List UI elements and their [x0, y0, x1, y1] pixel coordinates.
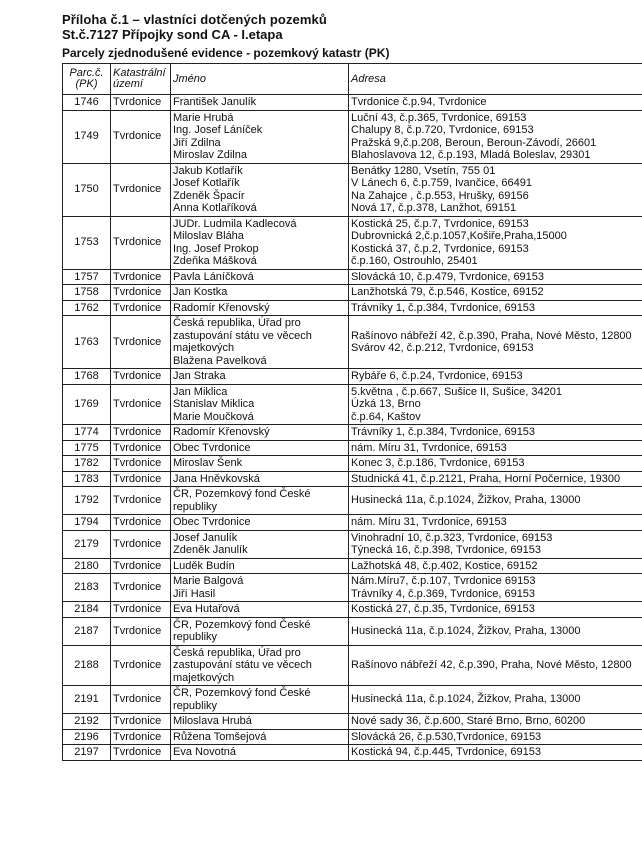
owner-names-cell: [171, 300, 349, 316]
owner-addresses-cell: [349, 617, 642, 645]
owner-addresses-cell: [349, 471, 642, 487]
owner-address: Husinecká 11a, č.p.1024, Žižkov, Praha, 13000: [351, 624, 581, 637]
owner-names-cell: [171, 384, 349, 425]
cadastre-cell: Tvrdonice: [111, 487, 171, 515]
owner-name: republiky: [173, 631, 218, 643]
owner-names-cell: [171, 369, 349, 385]
parcel-number-cell: 2197: [63, 745, 111, 761]
owner-addresses-cell: [349, 645, 642, 686]
parcel-number-cell: 1768: [63, 369, 111, 385]
table-row: [63, 617, 642, 645]
owner-name: Eva Novotná: [173, 746, 236, 758]
owner-address: Vinohradní 10, č.p.323, Tvrdonice, 69153: [351, 531, 553, 544]
owner-names-cell: [171, 110, 349, 163]
table-row: [63, 745, 642, 761]
owner-names-cell: [171, 617, 349, 645]
cadastre-cell: Tvrdonice: [111, 729, 171, 745]
owner-name: František Janulík: [173, 96, 257, 108]
owner-address: Týnecká 16, č.p.398, Tvrdonice, 69153: [351, 544, 541, 556]
owner-address: Studnická 41, č.p.2121, Praha, Horní Počernice, 19300: [351, 472, 621, 485]
owner-addresses-cell: [349, 285, 642, 301]
owner-name: Miloslava Hrubá: [173, 715, 252, 727]
table-body: [63, 95, 642, 761]
table-row: [63, 530, 642, 558]
owner-addresses-cell: [349, 384, 642, 425]
cadastre-cell: Tvrdonice: [111, 471, 171, 487]
owner-name: republiky: [173, 699, 218, 712]
owner-names-cell: [171, 487, 349, 515]
cadastre-cell: Tvrdonice: [111, 110, 171, 163]
table-row: [63, 515, 642, 531]
parcel-number-cell: 2188: [63, 645, 111, 686]
owner-address: Chalupy 8, č.p.720, Tvrdonice, 69153: [351, 124, 534, 136]
table-row: [63, 425, 642, 441]
parcel-number-cell: 1750: [63, 163, 111, 216]
owner-name: zastupování státu ve věcech: [173, 659, 312, 671]
table-row: [63, 384, 642, 425]
owner-address: Pražská 9,č.p.208, Beroun, Beroun-Závodí, 26601: [351, 136, 597, 149]
table-row: [63, 216, 642, 269]
parcel-number-cell: 2192: [63, 714, 111, 730]
parcel-number-cell: 2187: [63, 617, 111, 645]
owner-name: Eva Hutařová: [173, 603, 240, 615]
owner-address: Konec 3, č.p.186, Tvrdonice, 69153: [351, 457, 525, 469]
document-subtitle: St.č.7127 Přípojky sond CA - I.etapa: [62, 27, 283, 42]
owner-name: Marie Moučková: [173, 410, 254, 423]
cadastre-cell: Tvrdonice: [111, 95, 171, 111]
table-row: [63, 645, 642, 686]
owner-name: Ing. Josef Láníček: [173, 124, 263, 136]
owner-address: Lažhotská 48, č.p.402, Kostice, 69152: [351, 559, 538, 572]
owner-address: Blahoslavova 12, č.p.193, Mladá Boleslav, 29301: [351, 149, 591, 161]
cadastre-cell: Tvrdonice: [111, 300, 171, 316]
owner-address: Husinecká 11a, č.p.1024, Žižkov, Praha, 13000: [351, 494, 581, 507]
cadastre-cell: Tvrdonice: [111, 515, 171, 531]
owner-name: Marie Hrubá: [173, 111, 234, 124]
owner-names-cell: [171, 574, 349, 602]
table-row: [63, 95, 642, 111]
cadastre-cell: Tvrdonice: [111, 686, 171, 714]
owner-name: republiky: [173, 500, 218, 513]
parcel-number-cell: 1794: [63, 515, 111, 531]
owner-name: Jakub Kotlařík: [173, 164, 243, 177]
owner-name: Anna Kotlaříková: [173, 202, 257, 214]
parcel-number-cell: 2183: [63, 574, 111, 602]
owner-addresses-cell: [349, 440, 642, 456]
cadastre-cell: Tvrdonice: [111, 645, 171, 686]
cadastre-cell: Tvrdonice: [111, 316, 171, 369]
parcel-number-cell: 1775: [63, 440, 111, 456]
column-header-parcel: [63, 64, 111, 95]
owner-addresses-cell: [349, 729, 642, 745]
parcel-number-cell: 1749: [63, 110, 111, 163]
table-row: [63, 714, 642, 730]
cadastre-cell: Tvrdonice: [111, 440, 171, 456]
owner-name: Jiří Hasil: [173, 587, 216, 600]
owner-address: Svárov 42, č.p.212, Tvrdonice, 69153: [351, 342, 534, 354]
owner-addresses-cell: [349, 515, 642, 531]
owner-name: Jana Hněvkovská: [173, 472, 260, 485]
owner-address: Kostická 37, č.p.2, Tvrdonice, 69153: [351, 242, 529, 255]
cadastre-cell: Tvrdonice: [111, 216, 171, 269]
cadastre-cell: Tvrdonice: [111, 425, 171, 441]
owner-names-cell: [171, 285, 349, 301]
owner-name: Stanislav Miklica: [173, 398, 255, 410]
table-header-row: [63, 64, 642, 95]
owner-name: Jiří Zdilna: [173, 136, 221, 149]
parcel-number-cell: 1774: [63, 425, 111, 441]
owner-name: Miroslav Šenk: [173, 457, 243, 469]
table-row: [63, 558, 642, 574]
owner-names-cell: [171, 269, 349, 285]
owner-addresses-cell: [349, 163, 642, 216]
owner-names-cell: [171, 456, 349, 472]
cadastre-cell: Tvrdonice: [111, 285, 171, 301]
owner-address: Nová 17, č.p.378, Lanžhot, 69151: [351, 202, 517, 214]
owner-names-cell: [171, 602, 349, 618]
owner-name: majetkových: [173, 342, 235, 354]
table-row: [63, 574, 642, 602]
section-heading: Parcely zjednodušené evidence - pozemkový katastr (PK): [62, 46, 390, 60]
parcels-table: [62, 63, 642, 761]
owner-name: Miloslav Bláha: [173, 230, 244, 242]
owner-address: Nám.Míru7, č.p.107, Tvrdonice 69153: [351, 575, 536, 587]
column-header-parcel-line1: Parc.č.: [69, 67, 104, 79]
owner-name: Josef Kotlařík: [173, 177, 240, 189]
table-row: [63, 369, 642, 385]
owner-name: Blažena Pavelková: [173, 354, 267, 367]
owner-address: Kostická 27, č.p.35, Tvrdonice, 69153: [351, 603, 535, 615]
parcel-number-cell: 1763: [63, 316, 111, 369]
owner-address: Luční 43, č.p.365, Tvrdonice, 69153: [351, 111, 527, 124]
owner-address: Slovácká 26, č.p.530,Tvrdonice, 69153: [351, 730, 542, 743]
column-header-name: Jméno: [171, 64, 349, 95]
table-row: [63, 269, 642, 285]
cadastre-cell: Tvrdonice: [111, 456, 171, 472]
owner-addresses-cell: [349, 110, 642, 163]
parcel-number-cell: 2180: [63, 558, 111, 574]
parcel-number-cell: 1753: [63, 216, 111, 269]
owner-addresses-cell: [349, 558, 642, 574]
owner-name: majetkových: [173, 671, 235, 684]
table-row: [63, 602, 642, 618]
owner-names-cell: [171, 558, 349, 574]
cadastre-cell: Tvrdonice: [111, 369, 171, 385]
parcel-number-cell: 1782: [63, 456, 111, 472]
owner-name: Jan Straka: [173, 370, 226, 382]
owner-address: Lanžhotská 79, č.p.546, Kostice, 69152: [351, 286, 544, 298]
table-row: [63, 110, 642, 163]
owner-name: ČR, Pozemkový fond České: [173, 488, 311, 500]
owner-address: Rašínovo nábřeží 42, č.p.390, Praha, Nové Město, 12800: [351, 659, 632, 671]
owner-name: Jan Miklica: [173, 385, 228, 398]
parcel-number-cell: 2191: [63, 686, 111, 714]
cadastre-cell: Tvrdonice: [111, 530, 171, 558]
owner-address: č.p.64, Kaštov: [351, 410, 421, 423]
owner-addresses-cell: [349, 530, 642, 558]
owner-address: Tvrdonice č.p.94, Tvrdonice: [351, 96, 487, 108]
owner-address: Nové sady 36, č.p.600, Staré Brno, Brno, 60200: [351, 715, 586, 727]
owner-address: Na Zahajce , č.p.553, Hrušky, 69156: [351, 189, 529, 202]
owner-address: Trávníky 1, č.p.384, Tvrdonice, 69153: [351, 426, 536, 438]
parcel-number-cell: 1762: [63, 300, 111, 316]
owner-name: Obec Tvrdonice: [173, 441, 251, 454]
owner-names-cell: [171, 425, 349, 441]
owner-names-cell: [171, 316, 349, 369]
owner-name: Radomír Křenovský: [173, 426, 270, 438]
owner-address: Kostická 94, č.p.445, Tvrdonice, 69153: [351, 746, 541, 758]
parcel-number-cell: 2196: [63, 729, 111, 745]
owner-address: Rybáře 6, č.p.24, Tvrdonice, 69153: [351, 370, 523, 382]
table-row: [63, 316, 642, 369]
owner-address: Benátky 1280, Vsetín, 755 01: [351, 164, 496, 177]
owner-address: Slovácká 10, č.p.479, Tvrdonice, 69153: [351, 270, 545, 283]
cadastre-cell: Tvrdonice: [111, 602, 171, 618]
owner-address: Husinecká 11a, č.p.1024, Žižkov, Praha, 13000: [351, 693, 581, 706]
owner-name: ČR, Pozemkový fond České: [173, 687, 311, 699]
parcel-number-cell: 1783: [63, 471, 111, 487]
owner-name: Miroslav Zdilna: [173, 149, 247, 161]
owner-name: Růžena Tomšejová: [173, 730, 267, 743]
owner-address: Trávníky 1, č.p.384, Tvrdonice, 69153: [351, 301, 536, 314]
parcel-number-cell: 1758: [63, 285, 111, 301]
table-row: [63, 471, 642, 487]
owner-name: Obec Tvrdonice: [173, 516, 251, 528]
parcel-number-cell: 2184: [63, 602, 111, 618]
owner-name: ČR, Pozemkový fond České: [173, 618, 311, 631]
owner-name: Josef Janulík: [173, 531, 238, 544]
owner-addresses-cell: [349, 425, 642, 441]
table-row: [63, 285, 642, 301]
column-header-cadastre-line2: území: [113, 78, 143, 90]
parcel-number-cell: 1769: [63, 384, 111, 425]
owner-addresses-cell: [349, 574, 642, 602]
owner-addresses-cell: [349, 602, 642, 618]
table-row: [63, 729, 642, 745]
owner-addresses-cell: [349, 714, 642, 730]
owner-name: Marie Balgová: [173, 575, 244, 587]
cadastre-cell: Tvrdonice: [111, 714, 171, 730]
owner-address: nám. Míru 31, Tvrdonice, 69153: [351, 516, 507, 528]
column-header-parcel-line2: (PK): [75, 78, 98, 90]
owner-name: Zdeněk Špacír: [173, 189, 245, 202]
owner-names-cell: [171, 440, 349, 456]
column-header-cadastre: [111, 64, 171, 95]
table-row: [63, 686, 642, 714]
table-row: [63, 487, 642, 515]
owner-name: JUDr. Ludmila Kadlecová: [173, 217, 297, 230]
owner-addresses-cell: [349, 369, 642, 385]
owner-address: Trávníky 4, č.p.369, Tvrdonice, 69153: [351, 587, 536, 600]
owner-name: Luděk Budín: [173, 559, 235, 572]
cadastre-cell: Tvrdonice: [111, 269, 171, 285]
owner-addresses-cell: [349, 686, 642, 714]
table-row: [63, 300, 642, 316]
owner-name: Radomír Křenovský: [173, 301, 270, 314]
table-row: [63, 163, 642, 216]
owner-addresses-cell: [349, 269, 642, 285]
owner-address: Úzká 13, Brno: [351, 398, 421, 410]
owner-name: Zdeňka Mášková: [173, 255, 257, 267]
owner-addresses-cell: [349, 456, 642, 472]
owner-addresses-cell: [349, 216, 642, 269]
owner-address: 5.května , č.p.667, Sušice II, Sušice, 34201: [351, 385, 562, 398]
owner-name: Pavla Láníčková: [173, 270, 254, 283]
cadastre-cell: Tvrdonice: [111, 384, 171, 425]
owner-addresses-cell: [349, 745, 642, 761]
column-header-address: Adresa: [349, 64, 642, 95]
owner-name: Česká republika, Úřad pro: [173, 646, 301, 659]
owner-names-cell: [171, 163, 349, 216]
owner-names-cell: [171, 645, 349, 686]
owner-address: Kostická 25, č.p.7, Tvrdonice, 69153: [351, 217, 529, 230]
owner-names-cell: [171, 471, 349, 487]
table-row: [63, 456, 642, 472]
owner-names-cell: [171, 745, 349, 761]
cadastre-cell: Tvrdonice: [111, 574, 171, 602]
document-title: Příloha č.1 – vlastníci dotčených pozemků: [62, 12, 327, 27]
owner-name: Zdeněk Janulík: [173, 544, 248, 556]
owner-name: Česká republika, Úřad pro: [173, 317, 301, 329]
owner-name: Ing. Josef Prokop: [173, 242, 259, 255]
cadastre-cell: Tvrdonice: [111, 617, 171, 645]
parcel-number-cell: 1746: [63, 95, 111, 111]
parcel-number-cell: 1757: [63, 269, 111, 285]
owner-names-cell: [171, 515, 349, 531]
cadastre-cell: Tvrdonice: [111, 558, 171, 574]
owner-address: nám. Míru 31, Tvrdonice, 69153: [351, 441, 507, 454]
owner-addresses-cell: [349, 316, 642, 369]
table-row: [63, 440, 642, 456]
owner-names-cell: [171, 714, 349, 730]
owner-names-cell: [171, 530, 349, 558]
owner-address: Dubrovnická 2,č.p.1057,Košiře,Praha,15000: [351, 230, 567, 242]
owner-names-cell: [171, 95, 349, 111]
owner-name: zastupování státu ve věcech: [173, 329, 312, 342]
parcel-number-cell: 2179: [63, 530, 111, 558]
owner-name: Jan Kostka: [173, 286, 228, 298]
cadastre-cell: Tvrdonice: [111, 745, 171, 761]
owner-addresses-cell: [349, 300, 642, 316]
owner-names-cell: [171, 729, 349, 745]
owner-addresses-cell: [349, 487, 642, 515]
owner-address: Rašínovo nábřeží 42, č.p.390, Praha, Nové Město, 12800: [351, 329, 632, 342]
cadastre-cell: Tvrdonice: [111, 163, 171, 216]
owner-names-cell: [171, 216, 349, 269]
column-header-cadastre-line1: Katastrální: [113, 67, 166, 79]
owner-address: V Lánech 6, č.p.759, Ivančice, 66491: [351, 177, 533, 189]
owner-names-cell: [171, 686, 349, 714]
owner-address: č.p.160, Ostrouhlo, 25401: [351, 255, 478, 267]
owner-addresses-cell: [349, 95, 642, 111]
parcel-number-cell: 1792: [63, 487, 111, 515]
